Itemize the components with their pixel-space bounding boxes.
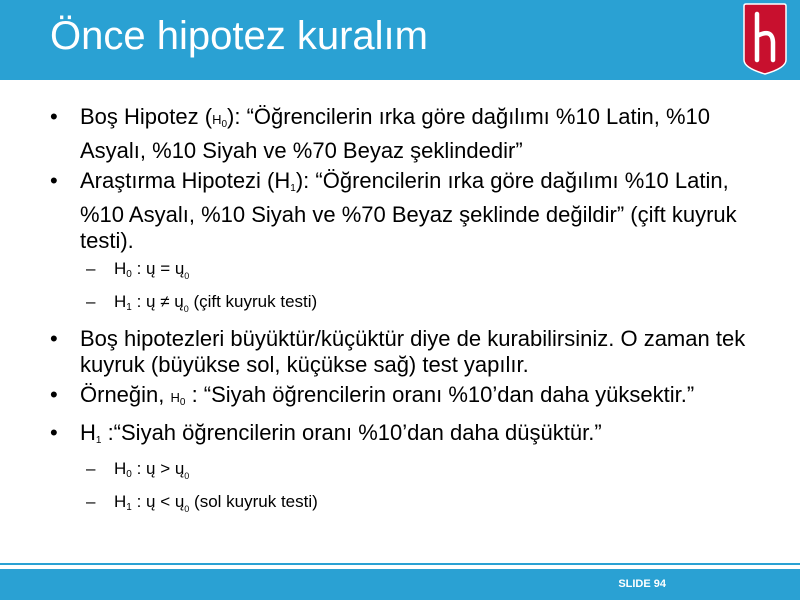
sub-bullet-h1-not-equal: – $H_1$ : ų ≠ $ų_0$ (çift kuyruk testi) [86, 292, 318, 314]
bullet-example: • Örneğin, $H_0$ : “Siyah öğrencilerin oranı %10’dan daha yüksektir.” [50, 382, 695, 408]
bullet-research-hypothesis: • Araştırma Hipotezi $(H_1)$: “Öğrencilerin ırka göre dağılımı %10 Latin, %10 Asyalı, %10 Siyah ve %70 Beyaz şeklinde değildir” (çift kuyruk testi). [50, 168, 737, 253]
sub-bullet-h0-equal: – $H_0$ : ų = $ų_0$ [86, 259, 190, 281]
slide-title: Önce hipotez kuralım [50, 14, 428, 58]
bullet-null-hypothesis: • Boş Hipotez $(H_0)$: “Öğrencilerin ırka göre dağılımı %10 Latin, %10 Asyalı, %10 Siyah ve %70 Beyaz şeklindedir” [50, 104, 711, 163]
university-logo [742, 2, 788, 76]
footer-bar [0, 569, 800, 600]
bullet-one-tailed-note: • Boş hipotezleri büyüktür/küçüktür diye de kurabilirsiniz. O zaman tek kuyruk (büyükse sol, küçükse sağ) test yapılır. [50, 326, 746, 377]
bullet-dot: • [50, 420, 58, 445]
dash-marker: – [86, 292, 96, 311]
sub-bullet-h1-less: – $H_1$ : ų < $ų_0$ (sol kuyruk testi) [86, 492, 318, 514]
title-bar [0, 0, 800, 80]
bullet-dot: • [50, 168, 58, 193]
bullet-dot: • [50, 104, 58, 129]
bullet-dot: • [50, 326, 58, 351]
dash-marker: – [86, 492, 96, 511]
bullet-dot: • [50, 382, 58, 407]
footer-divider [0, 563, 800, 565]
sub-bullet-h0-greater: – $H_0$ : ų > $ų_0$ [86, 459, 190, 481]
bullet-h1-statement: • $H_1$ :“Siyah öğrencilerin oranı %10’dan daha düşüktür.” [50, 420, 602, 446]
slide-body [50, 104, 760, 524]
dash-marker: – [86, 459, 96, 478]
dash-marker: – [86, 259, 96, 278]
slide-number: SLIDE 94 [618, 578, 666, 590]
